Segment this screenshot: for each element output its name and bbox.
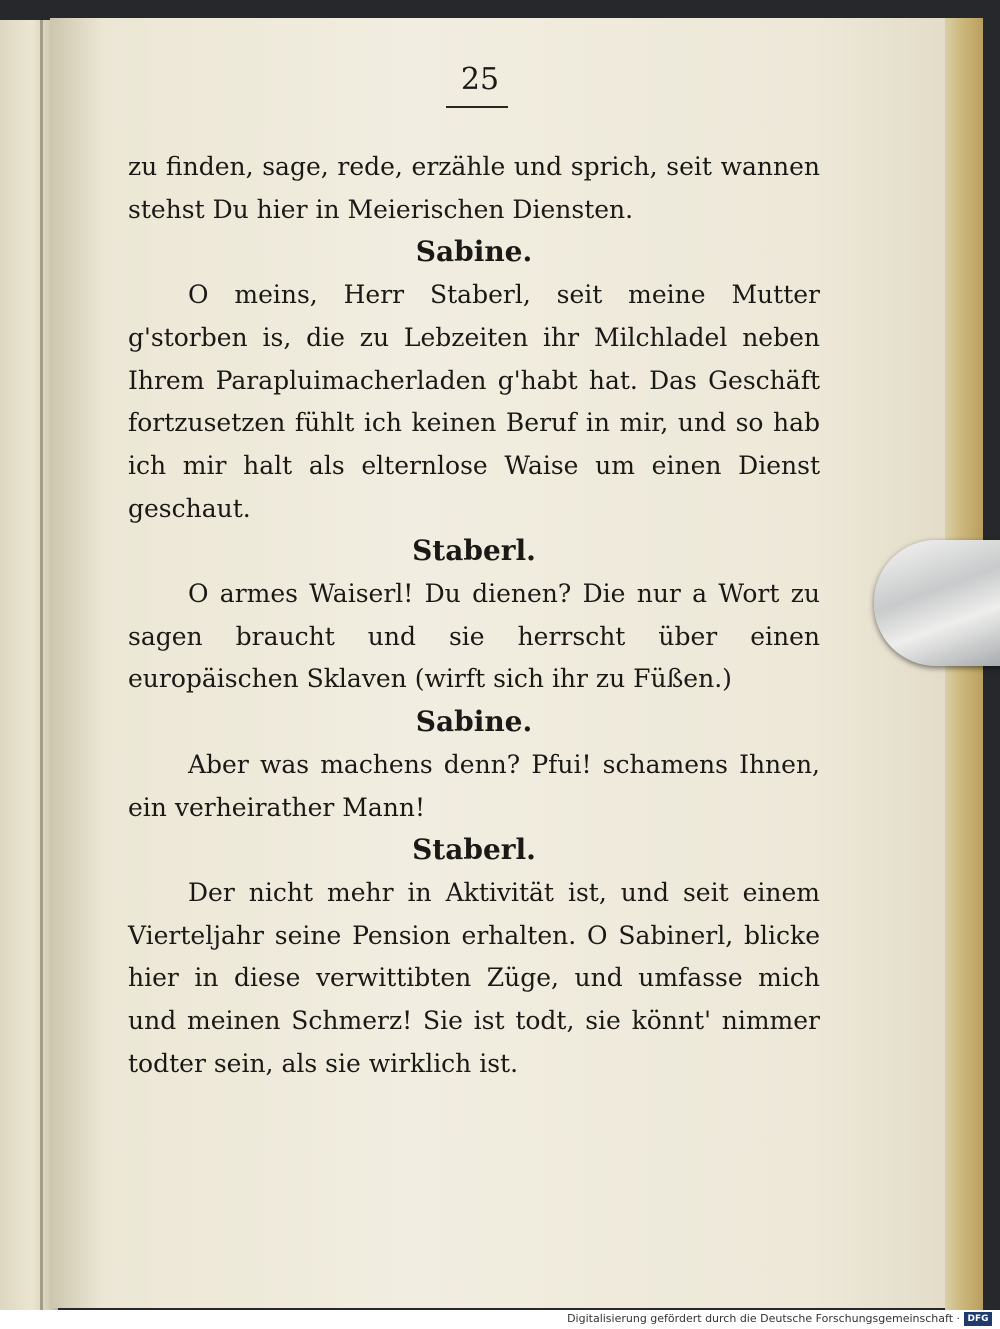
footer-credit: Digitalisierung gefördert durch die Deutsche Forschungsgemeinschaft · bbox=[567, 1312, 960, 1325]
page-clip bbox=[874, 540, 1000, 666]
speaker-name: Staberl. bbox=[412, 833, 536, 867]
speaker-name: Staberl. bbox=[412, 534, 536, 568]
footer-bar bbox=[0, 1310, 1000, 1329]
page-text bbox=[128, 146, 820, 1085]
dfg-logo: DFG bbox=[964, 1312, 992, 1326]
speaker-name: Sabine. bbox=[415, 235, 533, 269]
speaker-name: Sabine. bbox=[415, 705, 533, 739]
text-paragraph: O armes Waiserl! Du dienen? Die nur a Wort zu sagen braucht und sie herrscht über einen europäischen Sklaven (wirft sich ihr zu Füßen.) bbox=[128, 579, 820, 694]
text-paragraph: zu finden, sage, rede, erzähle und sprich, seit wannen stehst Du hier in Meierischen Diensten. bbox=[128, 152, 820, 224]
page-number-rule bbox=[446, 106, 508, 108]
left-page-gutter bbox=[40, 20, 43, 1310]
text-paragraph: Der nicht mehr in Aktivität ist, und seit einem Vierteljahr seine Pension erhalten. O Sabinerl, blicke hier in diese verwittibten Züge, und umfasse mich und meinen Schmerz! Sie ist todt, sie könnt' nimmer todter sein, als sie wirklich ist. bbox=[128, 877, 820, 1078]
page-number: 25 bbox=[460, 62, 500, 97]
text-paragraph: O meins, Herr Staberl, seit meine Mutter g'storben is, die zu Lebzeiten ihr Milchladel neben Ihrem Parapluimacherladen g'habt hat. Das Geschäft fortzusetzen fühlt ich keinen Beruf in mir, und so hab ich mir halt als elternlose Waise um einen Dienst geschaut. bbox=[128, 280, 820, 523]
text-paragraph: Aber was machens denn? Pfui! schamens Ihnen, ein verheirather Mann! bbox=[128, 749, 820, 822]
